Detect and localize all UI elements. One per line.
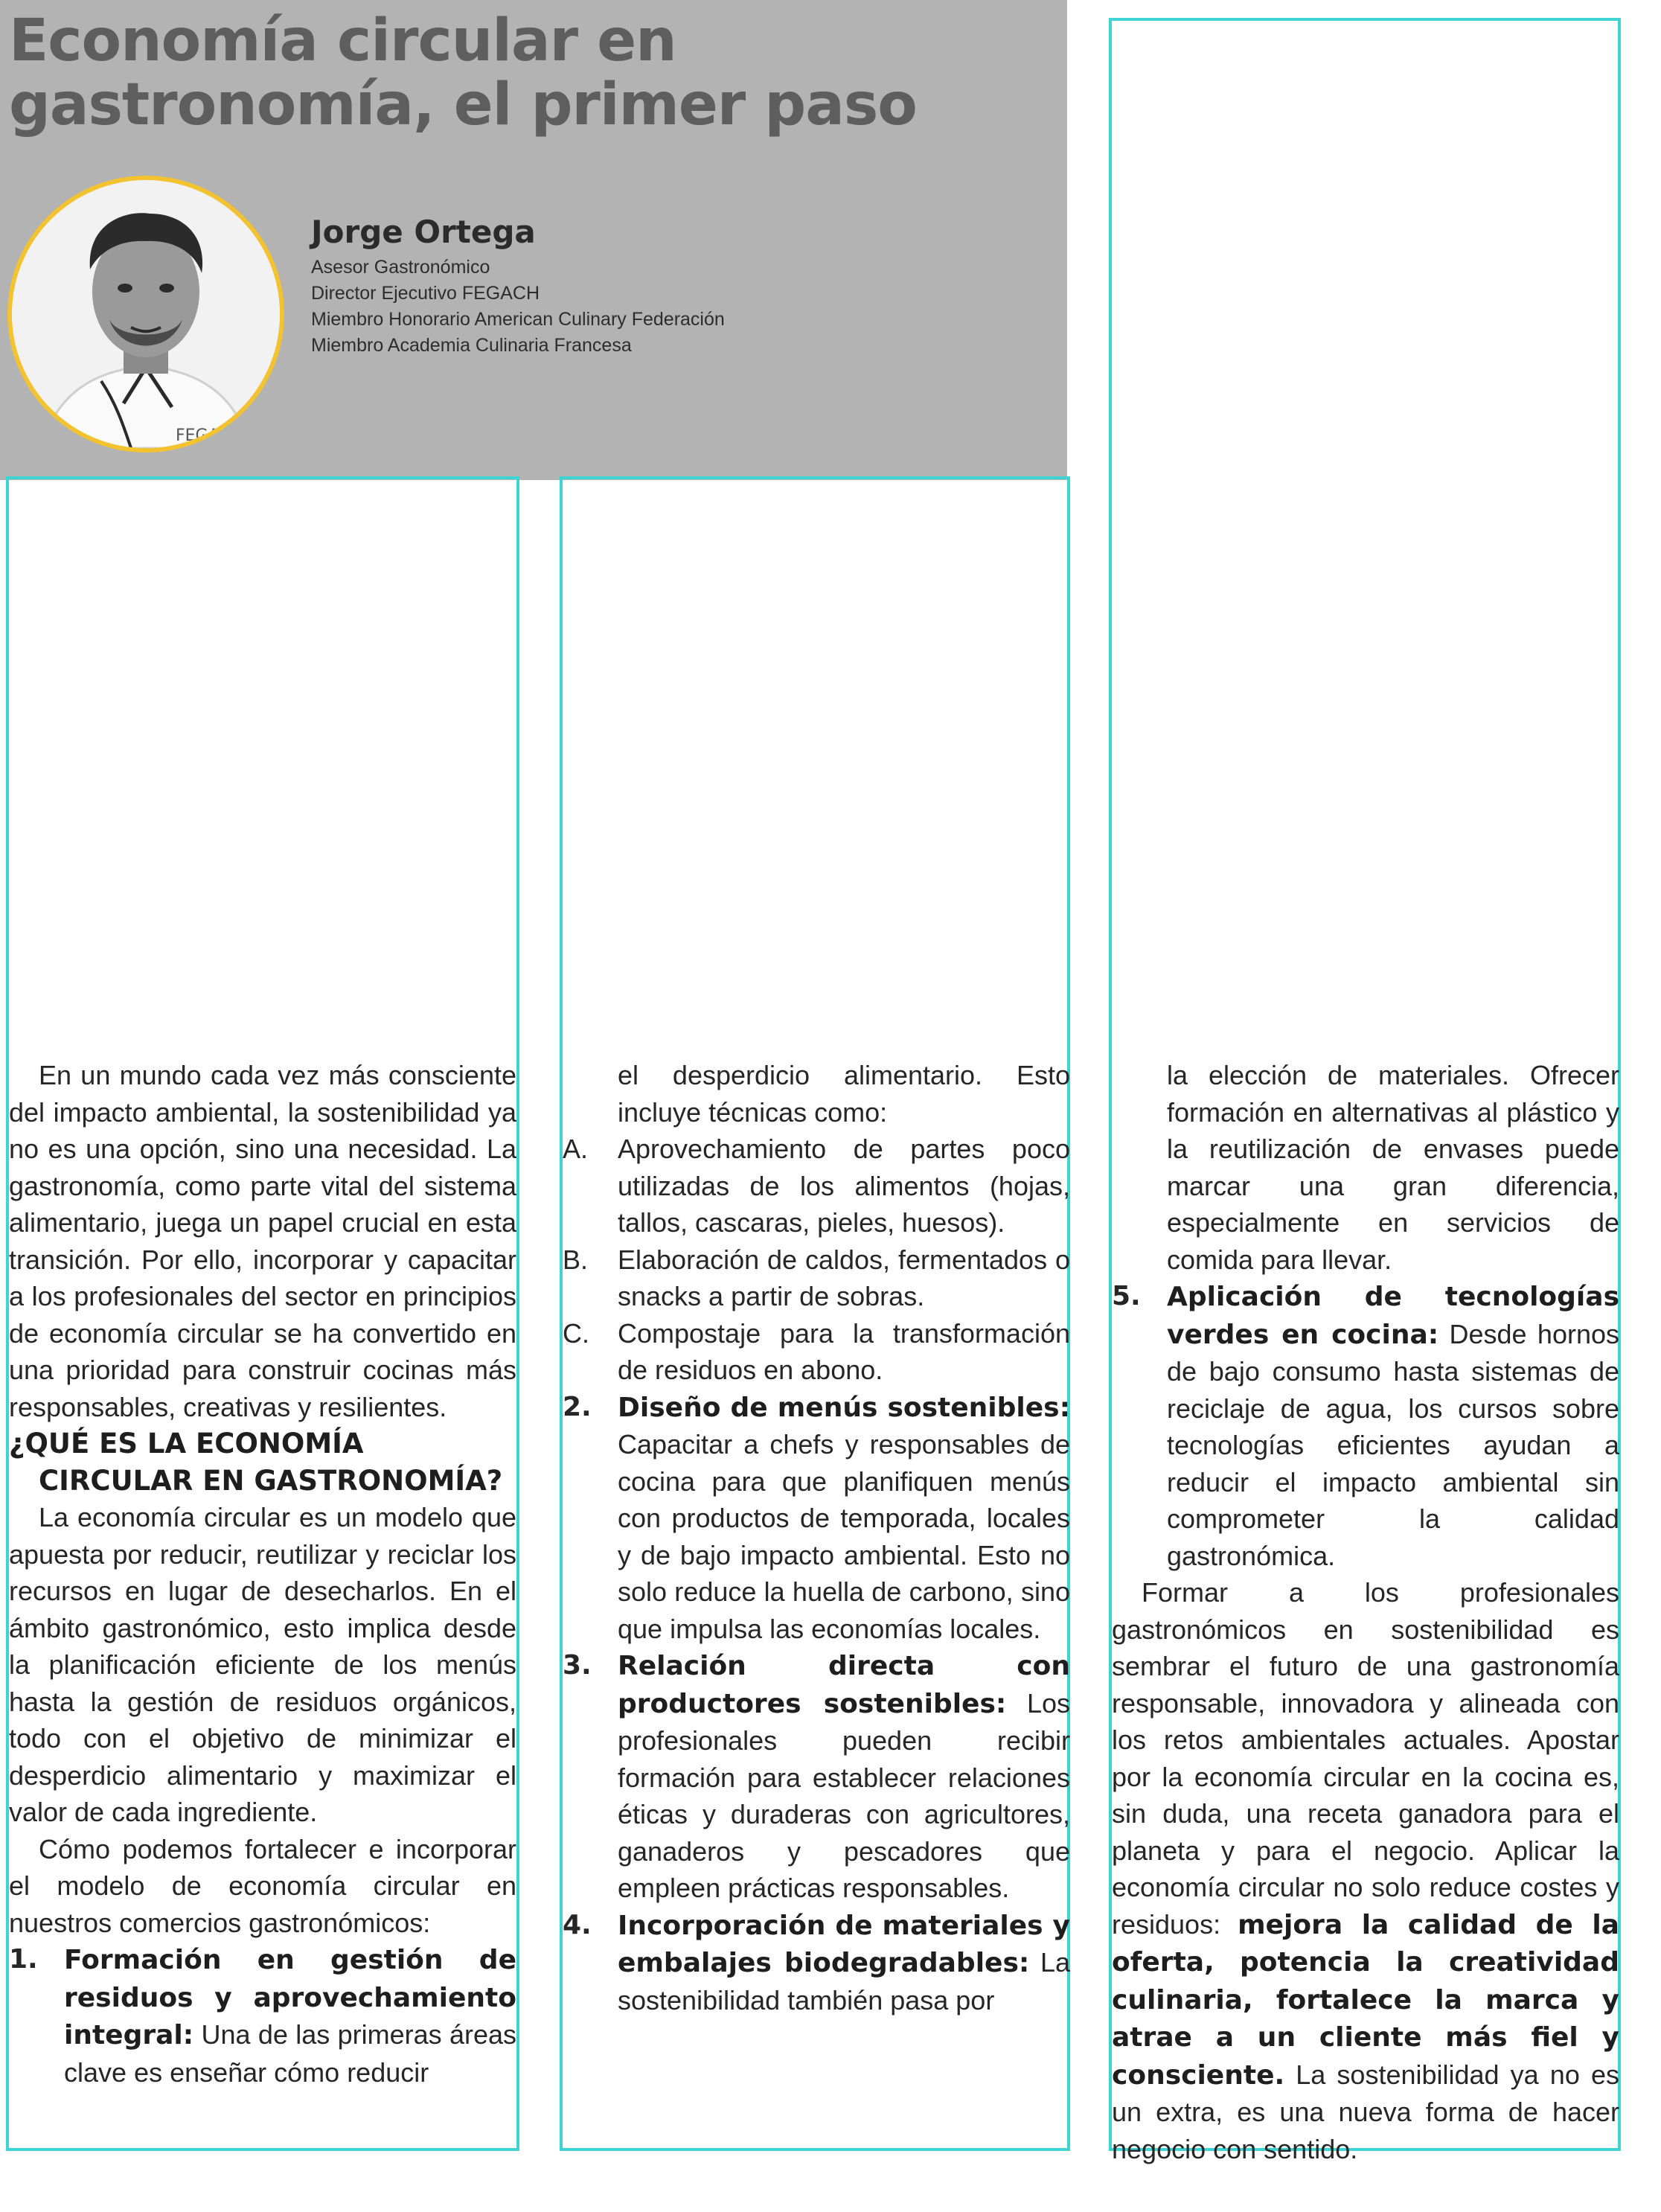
list-item-heading: Formación en gestión de residuos y aprovechamiento integral: <box>64 1945 516 2050</box>
list-item-number: 2. <box>563 1391 592 1422</box>
list-item-text: Capacitar a chefs y responsables de cocina para que planifiquen menús con productos de temporada, locales y de bajo impacto ambiental. Esto no solo reduce la huella de carbono, sino que impulsa las economías locales. <box>618 1429 1070 1644</box>
closing-end-text: La sostenibilidad ya no es un extra, es una nueva forma de hacer negocio con sentido. <box>1112 2059 1619 2164</box>
column-1 <box>9 1057 516 2091</box>
list-item-text: Una de las primeras áreas clave es enseñar cómo reducir <box>64 2019 516 2088</box>
list-item <box>563 1647 1070 1907</box>
author-photo <box>7 176 284 453</box>
list-item-number: 1. <box>9 1944 38 1975</box>
continued-text: el desperdicio alimentario. Esto incluye técnicas como: <box>618 1060 1070 1128</box>
author-role: Miembro Honorario American Culinary Federación <box>311 309 725 330</box>
list-item-number: 4. <box>563 1909 592 1940</box>
list-item-text: Desde hornos de bajo consumo hasta sistemas de reciclaje de agua, los cursos sobre tecnologías eficientes ayudan a reducir el impacto ambiental sin comprometer la calidad gastronómica. <box>1167 1318 1620 1571</box>
author-name: Jorge Ortega <box>311 214 536 250</box>
sub-list-text: Elaboración de caldos, fermentados o snacks a partir de sobras. <box>618 1244 1070 1311</box>
list-item-text: Los profesionales pueden recibir formación para establecer relaciones éticas y duraderas con agricultores, ganaderos y pescadores que empleen prácticas responsables. <box>618 1687 1070 1903</box>
list-item <box>9 1941 516 2091</box>
list-item <box>563 1389 1070 1648</box>
sub-list-item <box>563 1131 1070 1241</box>
column-2 <box>563 1057 1070 2018</box>
author-block <box>311 214 725 359</box>
author-role: Director Ejecutivo FEGACH <box>311 283 540 304</box>
jacket-logo-text: FEGACH <box>176 426 243 445</box>
closing-text: Formar a los profesionales gastronómicos en sostenibilidad es sembrar el futuro de una gastronomía responsable, innovadora y alineada con los retos ambientales actuales. Apostar por la economía circular en la cocina es, sin duda, una receta ganadora para el planeta y para el negocio. Aplicar la economía circular no solo reduce costes y residuos: <box>1112 1577 1619 1940</box>
continued-text: la elección de materiales. Ofrecer formación en alternativas al plástico y la reutilización de envases puede marcar una gran diferencia, especialmente en servicios de comida para llevar. <box>1167 1060 1619 1275</box>
list-item-heading: Incorporación de materiales y embalajes biodegradables: <box>618 1910 1070 1978</box>
section-subheading: ¿QUÉ ES LA ECONOMÍA CIRCULAR EN GASTRONOMÍA? <box>9 1428 503 1497</box>
closing-bold-text: mejora la calidad de la oferta, potencia la creatividad culinaria, fortalece la marca y atrae a un cliente más fiel y consciente. <box>1112 1909 1619 2091</box>
list-item <box>1112 1278 1619 1574</box>
body-paragraph: La economía circular es un modelo que apuesta por reducir, reutilizar y reciclar los recursos en lugar de desecharlos. En el ámbito gastronómico, esto implica desde la planificación eficiente de los menús hasta la gestión de residuos orgánicos, todo con el objetivo de minimizar el desperdicio alimentario y maximizar el valor de cada ingrediente. <box>9 1502 516 1827</box>
author-role: Asesor Gastronómico <box>311 257 490 278</box>
list-item-heading: Aplicación de tecnologías verdes en cocina: <box>1167 1282 1619 1350</box>
list-item-text: La sostenibilidad también pasa por <box>618 1947 1070 2016</box>
article-title <box>9 9 917 137</box>
sub-list-item <box>563 1315 1070 1389</box>
author-role: Miembro Academia Culinaria Francesa <box>311 335 632 356</box>
closing-paragraph <box>1112 1574 1619 2167</box>
body-paragraph: Cómo podemos fortalecer e incorporar el modelo de economía circular en nuestros comercios gastronómicos: <box>9 1833 516 1938</box>
list-item-number: 5. <box>1112 1281 1141 1311</box>
author-portrait-illustration <box>12 180 280 448</box>
title-line-2: gastronomía, el primer paso <box>9 71 917 138</box>
column-3 <box>1112 1057 1619 2167</box>
sub-list-item <box>563 1241 1070 1315</box>
header-band <box>0 0 1067 480</box>
list-item-heading: Relación directa con productores sostenibles: <box>618 1651 1070 1719</box>
title-line-1: Economía circular en <box>9 7 676 74</box>
list-item-number: 3. <box>563 1650 592 1681</box>
sub-list-letter: C. <box>563 1317 589 1349</box>
list-item <box>563 1907 1070 2019</box>
list-item-heading: Diseño de menús sostenibles: <box>618 1392 1070 1423</box>
sub-list-letter: B. <box>563 1244 589 1275</box>
intro-paragraph: En un mundo cada vez más consciente del impacto ambiental, la sostenibilidad ya no es una opción, sino una necesidad. La gastronomía, como parte vital del sistema alimentario, juega un papel crucial en esta transición. Por ello, incorporar y capacitar a los profesionales del sector en principios de economía circular se ha convertido en una prioridad para construir cocinas más responsables, creativas y resilientes. <box>9 1060 516 1422</box>
sub-list-text: Aprovechamiento de partes poco utilizadas de los alimentos (hojas, tallos, cascaras, pieles, huesos). <box>618 1134 1070 1238</box>
sub-list-letter: A. <box>563 1134 589 1164</box>
sub-list-text: Compostaje para la transformación de residuos en abono. <box>618 1317 1070 1385</box>
